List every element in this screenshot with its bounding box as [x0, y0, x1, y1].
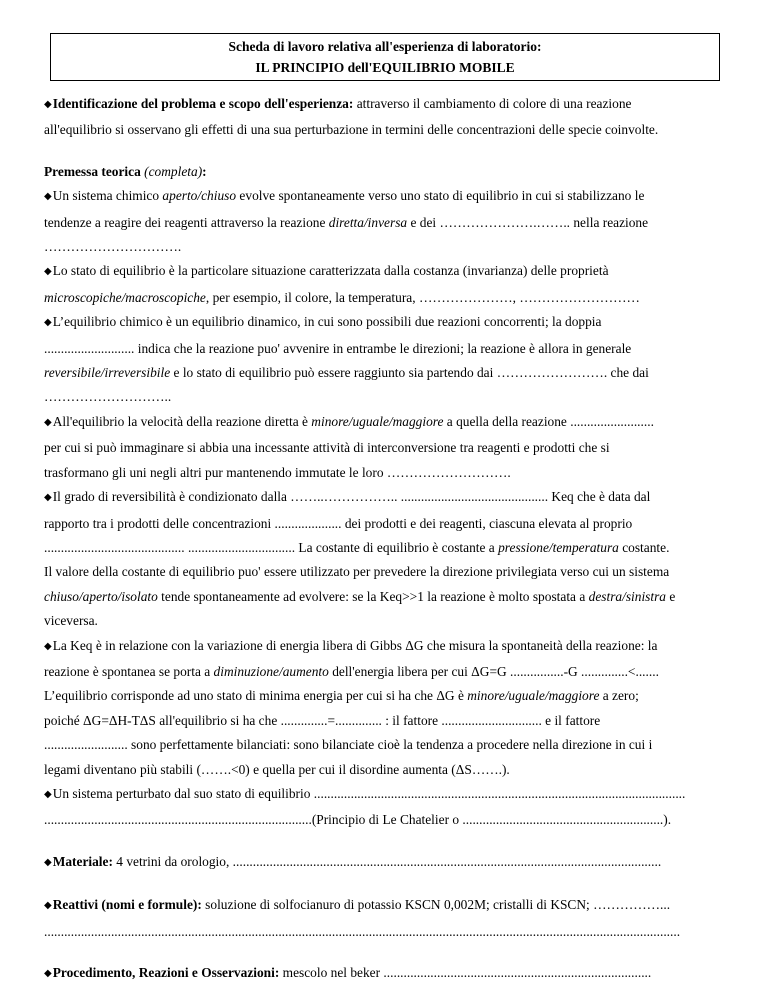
worksheet-body [44, 92, 724, 987]
theory-paragraph-6: ◆La Keq è in relazione con la variazione di energia libera di Gibbs ΔG che misura la spontaneità della reazione: la reazione è spontanea se porta a diminuzione/aumento dell'energia libera per cui ΔG=G ................-G ..............<....... L’equilibrio corrisponde ad uno stato di minima energia per cui si ha che ΔG è minore/uguale/maggiore a zero; poiché ΔG=ΔH-TΔS all'equilibrio si ha che ..............=.............. : il fattore .............................. e il fattore ......................... sono perfettamente bilanciati: sono bilanciate cioè la tendenza a procedere nella direzione in cui i legami diventano più stabili (…….<0) e quella per cui il disordine aumenta (ΔS…….). [44, 637, 659, 777]
ident-label: Identificazione del problema e scopo dell'esperienza: [52, 96, 354, 111]
diamond-bullet-icon: ◆ [44, 99, 52, 110]
theory-paragraph-1: ◆Un sistema chimico aperto/chiuso evolve spontaneamente verso uno stato di equilibrio in cui si stabilizzano le tendenze a reagire dei reagenti attraverso la reazione diretta/inversa e dei ………………….…….. nella reazione …………………………. [44, 188, 649, 255]
diamond-bullet-icon: ◆ [44, 856, 52, 868]
materiale-label: Materiale: [52, 853, 113, 869]
reattivi-label: Reattivi (nomi e formule): [52, 897, 202, 913]
reattivi-paragraph: ◆Reattivi (nomi e formule): soluzione di solfocianuro di potassio KSCN 0,002M; cristalli di KSCN; ……………... .............................................................................................................................................................................................. [44, 897, 681, 939]
diamond-bullet-icon: ◆ [44, 968, 52, 979]
theory-paragraph-5: ◆Il grado di reversibilità è condizionato dalla ……..…………….. ............................................ Keq che è data dal rapporto tra i prodotti delle concentrazioni .................... dei prodotti e dei reagenti, ciascuna elevata al proprio .......................................... ................................ La costante di equilibrio è costante a pressione/temperatura costante. Il valore della costante di equilibrio puo' essere utilizzato per prevedere la direzione privilegiata verso cui un sistema chiuso/aperto/isolato tende spontaneamente ad evolvere: se la Keq>>1 la reazione è molto spostata a destra/sinistra e viceversa. [44, 489, 676, 629]
worksheet-title: Scheda di lavoro relativa all'esperienza di laboratorio: [228, 39, 542, 54]
procedimento-paragraph: ◆Procedimento, Reazioni e Osservazioni: mescolo nel beker ................................................................................ [44, 965, 652, 980]
diamond-bullet-icon: ◆ [44, 317, 52, 329]
diamond-bullet-icon: ◆ [44, 492, 52, 504]
diamond-bullet-icon: ◆ [44, 266, 52, 278]
diamond-bullet-icon: ◆ [44, 640, 52, 652]
diamond-bullet-icon: ◆ [44, 900, 52, 912]
ident-paragraph: ◆Identificazione del problema e scopo dell'esperienza: attraverso il cambiamento di colore di una reazione all'equilibrio si osservano gli effetti di una sua perturbazione in termini delle concentrazioni delle specie coinvolte. [44, 96, 659, 138]
diamond-bullet-icon: ◆ [44, 416, 52, 428]
experiment-title: IL PRINCIPIO dell'EQUILIBRIO MOBILE [255, 60, 515, 75]
theory-paragraph-7: ◆Un sistema perturbato dal suo stato di equilibrio ............................................................................................................... ................................................................................(Principio di Le Chatelier o ............................................................). [44, 785, 686, 828]
premessa-heading: Premessa teorica (completa): [44, 163, 207, 179]
theory-paragraph-2: ◆Lo stato di equilibrio è la particolare situazione caratterizzata dalla costanza (invarianza) delle proprietà microscopiche/macroscopiche, per esempio, il colore, la temperatura, …………………, ……………………… [44, 263, 640, 305]
diamond-bullet-icon: ◆ [44, 788, 52, 800]
title-box [50, 33, 720, 81]
procedimento-label: Procedimento, Reazioni e Osservazioni: [52, 965, 280, 980]
theory-paragraph-3: ◆L’equilibrio chimico è un equilibrio dinamico, in cui sono possibili due reazioni concorrenti; la doppia ........................... indica che la reazione puo' avvenire in entrambe le direzioni; la reazione è allora in generale reversibile/irreversibile e lo stato di equilibrio può essere raggiunto sia partendo dai ……………………. che dai ……………………….. [44, 314, 649, 405]
theory-paragraph-4: ◆All'equilibrio la velocità della reazione diretta è minore/uguale/maggiore a quella della reazione ......................... per cui si può immaginare si abbia una incessante attività di interconversione tra reagenti e prodotti che si trasformano gli uni negli altri pur mantenendo immutate le loro ………………………. [44, 413, 654, 480]
materiale-paragraph: ◆Materiale: 4 vetrini da orologio, ................................................................................................................................ [44, 853, 662, 869]
diamond-bullet-icon: ◆ [44, 191, 52, 203]
